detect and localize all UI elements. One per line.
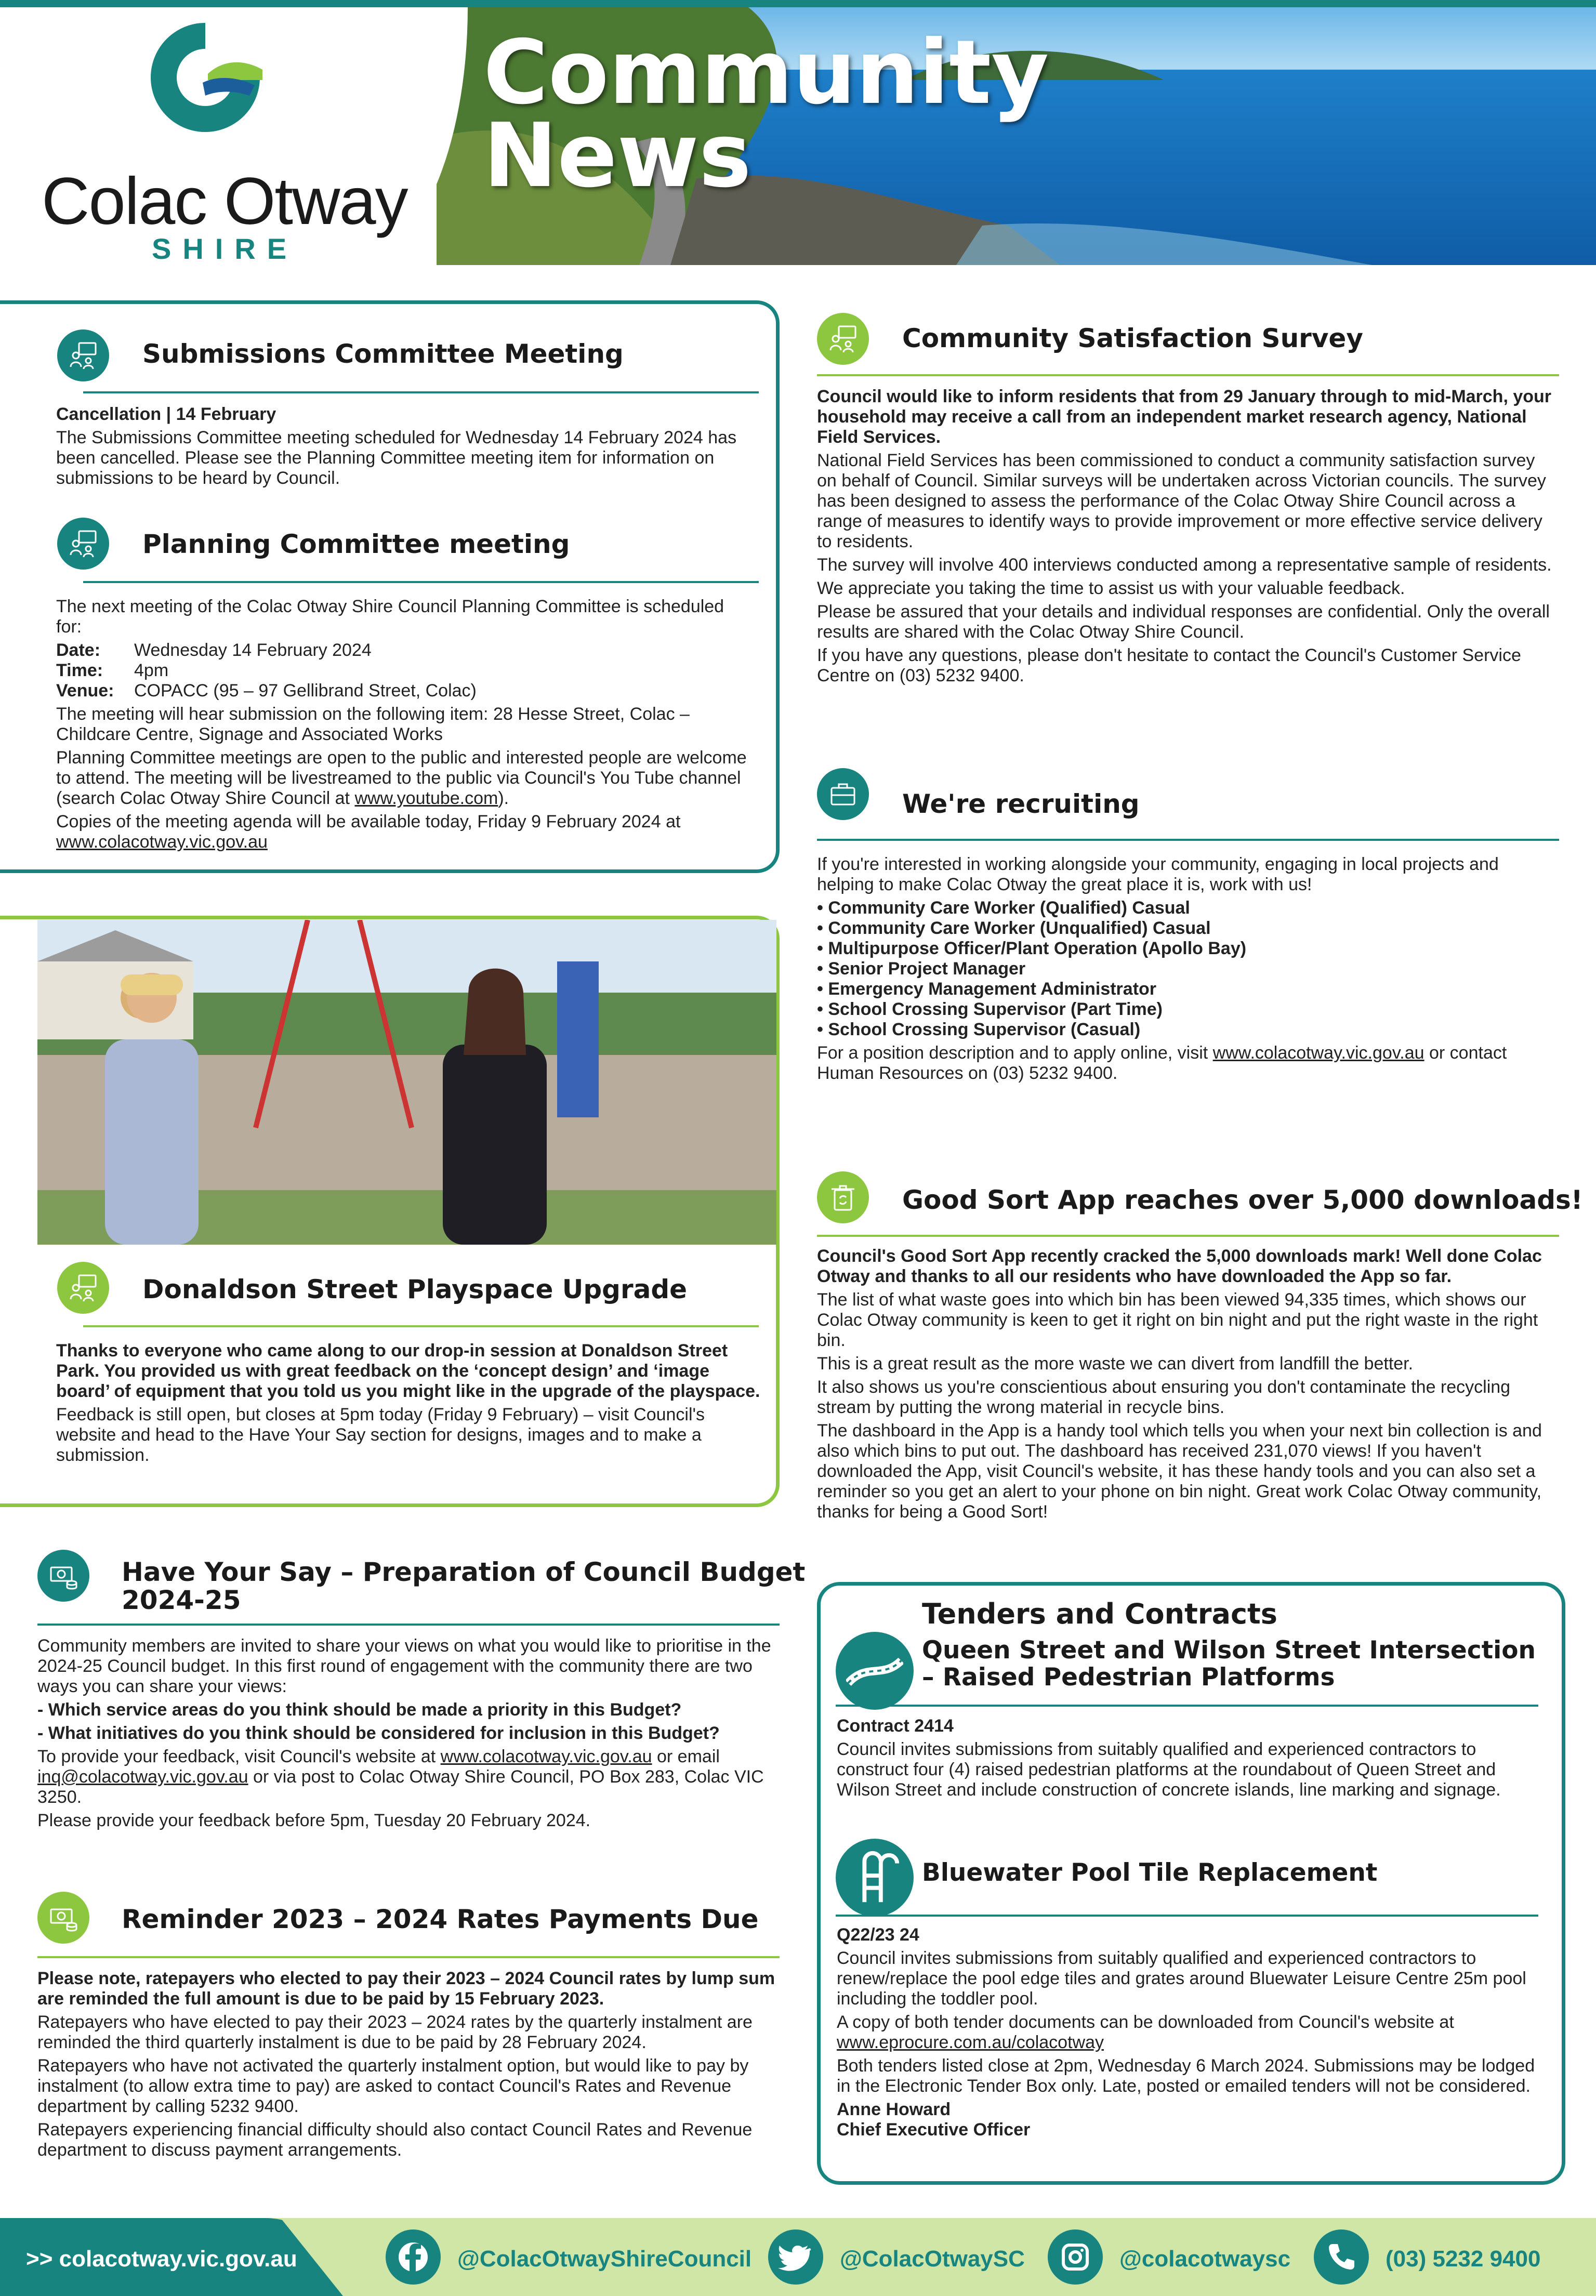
survey-notice: Council would like to inform residents that from 29 January through to mid-March, your household may receive a call from an independent market research agency, National Field Services. <box>817 387 1552 447</box>
planning-text <box>56 597 753 855</box>
rates-lump-sum: Please note, ratepayers who elected to pay their 2023 – 2024 Council rates by lump sum are reminded the full amount is due to be paid by 15 February 2023. <box>37 1969 775 2009</box>
planning-heading: Planning Committee meeting <box>142 529 570 559</box>
tender2-heading: Bluewater Pool Tile Replacement <box>922 1858 1378 1887</box>
survey-confidential: Please be assured that your details and individual responses are confidential. Only the overall results are shared with the Colac Otway Shire Council. <box>817 602 1550 642</box>
planning-date-label: Date: <box>56 640 101 660</box>
playspace-icon <box>57 1262 109 1314</box>
budget-question-1: - Which service areas do you think should be made a priority in this Budget? <box>37 1700 682 1720</box>
donaldson-text <box>56 1341 763 1469</box>
planning-time-label: Time: <box>56 661 103 680</box>
submissions-subhead: Cancellation | 14 February <box>56 404 276 424</box>
budget-heading <box>122 1558 805 1614</box>
budget-email-link[interactable]: inq@colacotway.vic.gov.au <box>37 1767 248 1787</box>
job-item: • Multipurpose Officer/Plant Operation (Apollo Bay) <box>817 939 1247 958</box>
tender2-body: Council invites submissions from suitably qualified and experienced contractors to renew/replace the pool edge tiles and grates around Bluewater Leisure Centre 25m pool including the toddler pool. <box>837 1948 1526 2009</box>
facebook-handle[interactable]: @ColacOtwayShireCouncil <box>457 2246 752 2272</box>
colac-otway-logo-icon <box>140 12 270 142</box>
rates-hardship: Ratepayers experiencing financial difficulty should also contact Council Rates and Revenue department to discuss payment arrangements. <box>37 2120 753 2160</box>
planning-item: The meeting will hear submission on the following item: 28 Hesse Street, Colac – Childcare Centre, Signage and Associated Works <box>56 704 690 744</box>
job-item: • School Crossing Supervisor (Part Time) <box>817 999 1163 1019</box>
recruiting-website-link[interactable]: www.colacotway.vic.gov.au <box>1212 1043 1424 1063</box>
budget-website-link[interactable]: www.colacotway.vic.gov.au <box>440 1747 652 1766</box>
recruiting-heading: We're recruiting <box>902 789 1140 819</box>
phone-icon[interactable] <box>1314 2229 1369 2285</box>
recruiting-intro: If you're interested in working alongside your community, engaging in local projects and helping to make Colac Otway the great place it is, work with us! <box>817 854 1499 894</box>
rates-instalment: Ratepayers who have not activated the quarterly instalment option, but would like to pay by instalment (to allow extra time to pay) are asked to contact Council's Rates and Revenue department by calling 5232 9400. <box>37 2056 749 2116</box>
job-item: • School Crossing Supervisor (Casual) <box>817 1020 1141 1039</box>
goodsort-heading: Good Sort App reaches over 5,000 downloads! <box>902 1185 1583 1215</box>
instagram-handle[interactable]: @colacotwaysc <box>1119 2246 1291 2272</box>
planning-date-row <box>56 640 753 661</box>
survey-text <box>817 387 1555 689</box>
tender1-rule <box>836 1705 1538 1707</box>
planning-time-value: 4pm <box>134 661 169 680</box>
planning-venue-value: COPACC (95 – 97 Gellibrand Street, Colac) <box>134 681 477 701</box>
council-website-link[interactable]: www.colacotway.vic.gov.au <box>56 832 268 852</box>
tender1-heading-line-1: Queen Street and Wilson Street Intersection <box>922 1636 1536 1665</box>
goodsort-contamination: It also shows us you're conscientious about ensuring you don't contaminate the recycling stream by putting the wrong material in recycle bins. <box>817 1377 1511 1417</box>
page-header <box>0 0 1596 265</box>
survey-appreciation: We appreciate you taking the time to assist us with your valuable feedback. <box>817 578 1405 598</box>
playspace-photo <box>37 920 776 1245</box>
goodsort-milestone: Council's Good Sort App recently cracked the 5,000 downloads mark! Well done Colac Otway and thanks to all our residents who have downloaded the App so far. <box>817 1246 1542 1286</box>
survey-contact: If you have any questions, please don't hesitate to contact the Council's Customer Service Centre on (03) 5232 9400. <box>817 645 1521 685</box>
tender2-close: Both tenders listed close at 2pm, Wednesday 6 March 2024. Submissions may be lodged in the Electronic Tender Box only. Late, posted or emailed tenders will not be considered. <box>837 2056 1535 2096</box>
donaldson-rule <box>83 1325 759 1327</box>
survey-heading: Community Satisfaction Survey <box>902 323 1363 353</box>
submissions-body: The Submissions Committee meeting scheduled for Wednesday 14 February 2024 has been cancelled. Please see the Planning Committee meeting item for information on submissions to be heard by Council. <box>56 428 737 488</box>
tender1-contract: Contract 2414 <box>837 1716 954 1736</box>
top-accent-bar <box>0 0 1596 7</box>
logo-shire: SHIRE <box>152 232 298 265</box>
budget-feedback <box>37 1747 775 1807</box>
survey-icon <box>817 313 869 365</box>
title-line-1: Community <box>483 21 1049 124</box>
youtube-link[interactable]: www.youtube.com <box>354 788 498 808</box>
submissions-heading: Submissions Committee Meeting <box>142 339 624 369</box>
budget-feedback-text: To provide your feedback, visit Council's website at <box>37 1747 441 1766</box>
planning-rule <box>83 581 759 583</box>
planning-agenda-text: Copies of the meeting agenda will be available today, Friday 9 February 2024 at <box>56 812 681 832</box>
briefcase-icon <box>817 768 869 820</box>
budget-rule <box>37 1624 780 1626</box>
rates-rule <box>37 1956 780 1958</box>
twitter-icon[interactable] <box>768 2229 823 2285</box>
planning-time-row <box>56 661 753 681</box>
facebook-icon[interactable] <box>386 2229 441 2285</box>
recruiting-text <box>817 854 1555 1087</box>
tender1-body: Council invites submissions from suitably qualified and experienced contractors to construct four (4) raised pedestrian platforms at the roundabout of Queen Street and Wilson Street and include construction of concrete islands, line marking and signage. <box>837 1739 1501 1800</box>
rates-quarterly: Ratepayers who have elected to pay their 2023 – 2024 rates by the quarterly instalment are reminded the third quarterly instalment is due to be paid by 28 February 2024. <box>37 2012 753 2052</box>
budget-heading-line-2: 2024-25 <box>122 1585 241 1615</box>
recruiting-rule <box>817 839 1559 841</box>
budget-feedback-end: or via post to Colac Otway Shire Council, PO Box 283, Colac VIC 3250. <box>37 1767 764 1807</box>
page-title <box>483 21 1049 207</box>
goodsort-dashboard: The dashboard in the App is a handy tool which tells you when your next bin collection is and also which bins to put out. The dashboard has received 231,070 views! If you haven't downloaded the App, visit Council's website, it has these handy tools and you can also set a reminder so you get an alert to your phone on bin night. Great work Colac Otway community, thanks for being a Good Sort! <box>817 1421 1542 1522</box>
tender2-text <box>837 1925 1545 2140</box>
tender1-heading-line-2: – Raised Pedestrian Platforms <box>922 1663 1335 1692</box>
planning-meeting-icon <box>57 518 109 570</box>
recycle-bin-icon <box>817 1171 869 1223</box>
recruiting-outro <box>817 1043 1555 1084</box>
title-line-2: News <box>483 104 751 207</box>
budget-feedback-mid: or email <box>652 1747 720 1766</box>
tender2-copy <box>837 2012 1545 2053</box>
planning-date-value: Wednesday 14 February 2024 <box>134 640 372 660</box>
planning-agenda <box>56 812 753 852</box>
planning-venue-row <box>56 681 753 701</box>
phone-number[interactable]: (03) 5232 9400 <box>1386 2246 1541 2272</box>
recruiting-outro-text: For a position description and to apply online, visit <box>817 1043 1213 1063</box>
rates-heading: Reminder 2023 – 2024 Rates Payments Due <box>122 1904 759 1934</box>
planning-venue-label: Venue: <box>56 681 114 701</box>
planning-intro: The next meeting of the Colac Otway Shire Council Planning Committee is scheduled for: <box>56 597 724 637</box>
tender2-copy-text: A copy of both tender documents can be downloaded from Council's website at <box>837 2012 1454 2032</box>
footer-website-link[interactable]: >> colacotway.vic.gov.au <box>26 2246 297 2272</box>
signatory-name: Anne Howard <box>837 2100 951 2119</box>
road-intersection-icon <box>836 1632 914 1710</box>
rates-icon <box>37 1892 89 1944</box>
donaldson-feedback: Feedback is still open, but closes at 5pm today (Friday 9 February) – visit Council's website and head to the Have Your Say section for designs, images and to make a submission. <box>56 1405 705 1465</box>
survey-commissioned: National Field Services has been commissioned to conduct a community satisfaction survey on behalf of Council. Similar surveys will be undertaken across Victorian councils. The survey has been designed to assess the performance of the Colac Otway Shire Council across a range of measures to identify ways to provide improvement or more effective service delivery to residents. <box>817 451 1546 551</box>
goodsort-divert: This is a great result as the more waste we can divert from landfill the better. <box>817 1354 1414 1374</box>
meeting-icon <box>57 329 109 381</box>
planning-livestream-text: Planning Committee meetings are open to the public and interested people are welcome to attend. The meeting will be livestreamed to the public via Council's You Tube channel (search Colac Otway Shire Council at <box>56 748 747 808</box>
logo-name: Colac Otway <box>42 164 407 239</box>
submissions-rule <box>83 391 759 393</box>
submissions-text <box>56 404 753 492</box>
survey-interviews: The survey will involve 400 interviews conducted among a representative sample of residents. <box>817 555 1552 575</box>
tenders-heading: Tenders and Contracts <box>922 1598 1277 1630</box>
signatory-title: Chief Executive Officer <box>837 2120 1031 2140</box>
planning-livestream-end: ). <box>498 788 509 808</box>
goodsort-text <box>817 1246 1555 1525</box>
tender1-text <box>837 1716 1545 1803</box>
survey-rule <box>817 374 1559 376</box>
goodsort-views: The list of what waste goes into which bin has been viewed 94,335 times, which shows our Colac Otway community is keen to get it right on bin night and put the right waste in the right bin. <box>817 1290 1538 1350</box>
pool-ladder-icon <box>836 1839 914 1917</box>
goodsort-rule <box>817 1235 1559 1237</box>
budget-question-2: - What initiatives do you think should be considered for inclusion in this Budget? <box>37 1723 720 1743</box>
donaldson-thanks: Thanks to everyone who came along to our drop-in session at Donaldson Street Park. You provided us with great feedback on the ‘concept design’ and ‘image board’ of equipment that you told us you might like in the upgrade of the playspace. <box>56 1341 760 1401</box>
tender2-contract: Q22/23 24 <box>837 1925 919 1945</box>
budget-intro: Community members are invited to share your views on what you would like to prioritise in the 2024-25 Council budget. In this first round of engagement with the community there are two ways you can share your views: <box>37 1636 771 1696</box>
job-item: • Community Care Worker (Unqualified) Casual <box>817 918 1211 938</box>
budget-icon <box>37 1550 89 1602</box>
rates-text <box>37 1969 775 2163</box>
eprocure-link[interactable]: www.eprocure.com.au/colacotway <box>837 2033 1104 2052</box>
donaldson-heading: Donaldson Street Playspace Upgrade <box>142 1274 688 1304</box>
job-item: • Emergency Management Administrator <box>817 979 1157 999</box>
recruiting-outro-end: or contact Human Resources on (03) 5232 9400. <box>817 1043 1507 1083</box>
budget-text <box>37 1636 775 1834</box>
tender1-heading <box>922 1637 1536 1691</box>
logo-panel <box>0 7 468 265</box>
planning-livestream <box>56 748 753 809</box>
job-item: • Senior Project Manager <box>817 959 1026 979</box>
instagram-icon[interactable] <box>1048 2229 1103 2285</box>
budget-heading-line-1: Have Your Say – Preparation of Council Budget <box>122 1557 806 1587</box>
twitter-handle[interactable]: @ColacOtwaySC <box>840 2246 1025 2272</box>
job-item: • Community Care Worker (Qualified) Casual <box>817 898 1190 918</box>
budget-deadline: Please provide your feedback before 5pm, Tuesday 20 February 2024. <box>37 1811 591 1830</box>
tender2-rule <box>836 1915 1538 1917</box>
